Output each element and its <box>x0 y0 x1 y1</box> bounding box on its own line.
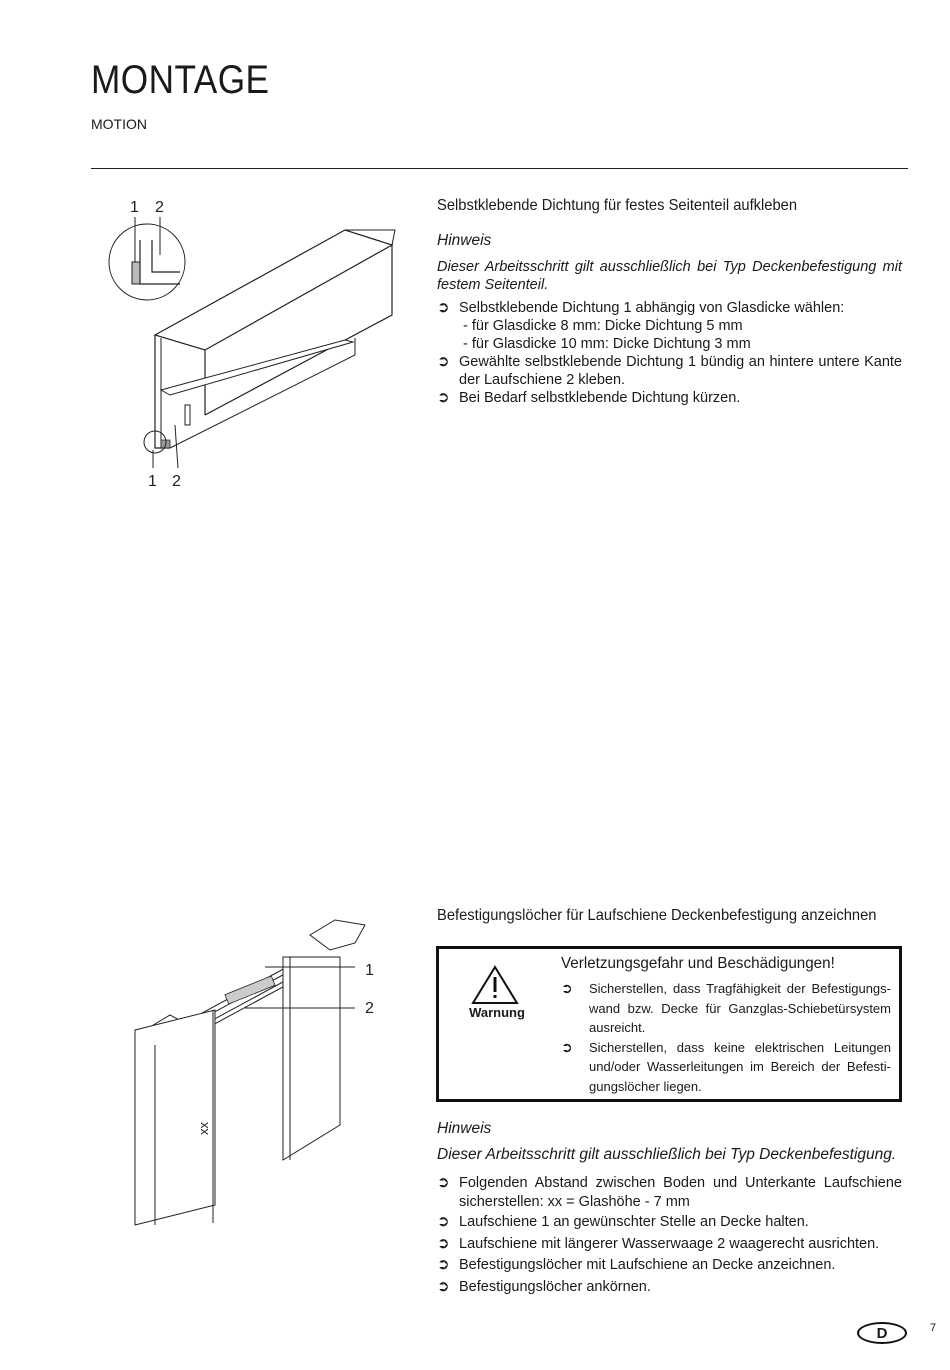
circle-arrow-right-icon: ➲ <box>561 980 573 996</box>
warning-title: Verletzungsgefahr und Beschädigungen! <box>561 955 835 972</box>
warning-triangle-icon <box>459 963 531 1009</box>
section1-note-text: Dieser Arbeitsschritt gilt ausschließlich bei Typ Deckenbefestigung mit festem Seitenteil. <box>437 259 902 293</box>
list-item: ➲ Laufschiene 1 an gewünschter Stelle an Decke halten. <box>437 1213 809 1230</box>
section1-steps <box>437 299 902 407</box>
section2-steps <box>437 1174 902 1297</box>
circle-arrow-right-icon: ➲ <box>437 1213 450 1230</box>
list-subitem: - für Glasdicke 10 mm: Dicke Dichtung 3 mm <box>463 336 751 352</box>
page-title: MONTAGE <box>91 58 270 102</box>
section2-heading: Befestigungslöcher für Laufschiene Deckenbefestigung anzeichnen <box>437 907 877 924</box>
list-subitem: - für Glasdicke 8 mm: Dicke Dichtung 5 mm <box>463 318 743 334</box>
warning-label: Warnung <box>469 1005 525 1020</box>
section1-heading: Selbstklebende Dichtung für festes Seitenteil aufkleben <box>437 197 798 214</box>
circle-arrow-right-icon: ➲ <box>437 1174 450 1191</box>
figure1-label-top-1: 1 <box>130 199 139 216</box>
list-item: ➲ Befestigungslöcher mit Laufschiene an Decke anzeichnen. <box>437 1256 836 1273</box>
list-item: ➲ Bei Bedarf selbstklebende Dichtung kürzen. <box>437 389 741 406</box>
list-item: ➲ Gewählte selbstklebende Dichtung 1 bündig an hintere untere Kante der Laufschiene 2 kleben. <box>437 353 902 388</box>
section2-note-text: Dieser Arbeitsschritt gilt ausschließlich bei Typ Deckenbefestigung. <box>437 1146 897 1163</box>
circle-arrow-right-icon: ➲ <box>437 1277 450 1295</box>
page-subtitle: MOTION <box>91 116 147 132</box>
figure1-label-bottom-1: 1 <box>148 473 157 490</box>
list-item: ➲ Folgenden Abstand zwischen Boden und Unterkante Laufschiene sicherstellen: xx = Glashöhe - 7 mm <box>437 1174 902 1210</box>
figure-ceiling-mount <box>125 905 415 1235</box>
circle-arrow-right-icon: ➲ <box>437 353 450 370</box>
figure2-label-1: 1 <box>365 962 374 979</box>
warning-box <box>436 946 902 1102</box>
figure2-dimension-label: xx <box>196 1122 211 1135</box>
language-badge: D <box>857 1322 907 1344</box>
section2-note-label: Hinweis <box>437 1120 492 1137</box>
circle-arrow-right-icon: ➲ <box>437 1234 450 1252</box>
figure2-label-2: 2 <box>365 1000 374 1017</box>
list-item: ➲ Selbstklebende Dichtung 1 abhängig von Glasdicke wählen: <box>437 299 845 316</box>
list-item: ➲ Befestigungslöcher ankörnen. <box>437 1277 651 1295</box>
circle-arrow-right-icon: ➲ <box>437 299 450 316</box>
list-item: ➲ Laufschiene mit längerer Wasserwaage 2 waagerecht ausrichten. <box>437 1234 880 1252</box>
figure-seal-rail <box>95 190 415 500</box>
figure1-label-top-2: 2 <box>155 199 164 216</box>
page-number: 7 <box>930 1322 937 1334</box>
figure1-label-bottom-2: 2 <box>172 473 181 490</box>
section1-note-label: Hinweis <box>437 232 492 249</box>
circle-arrow-right-icon: ➲ <box>437 389 450 406</box>
circle-arrow-right-icon: ➲ <box>561 1038 573 1055</box>
header-divider <box>91 168 908 169</box>
circle-arrow-right-icon: ➲ <box>437 1256 450 1273</box>
list-item: ➲ Sicherstellen, dass keine elektrischen Leitungen und/oder Wasserleitungen im Bereich der Befesti-gungslöcher liegen. <box>561 1038 891 1094</box>
list-item: ➲ Sicherstellen, dass Tragfähigkeit der Befestigungs-wand bzw. Decke für Ganzglas-Schiebetürsystem ausreicht. <box>561 980 891 1035</box>
warning-list <box>561 979 891 1096</box>
